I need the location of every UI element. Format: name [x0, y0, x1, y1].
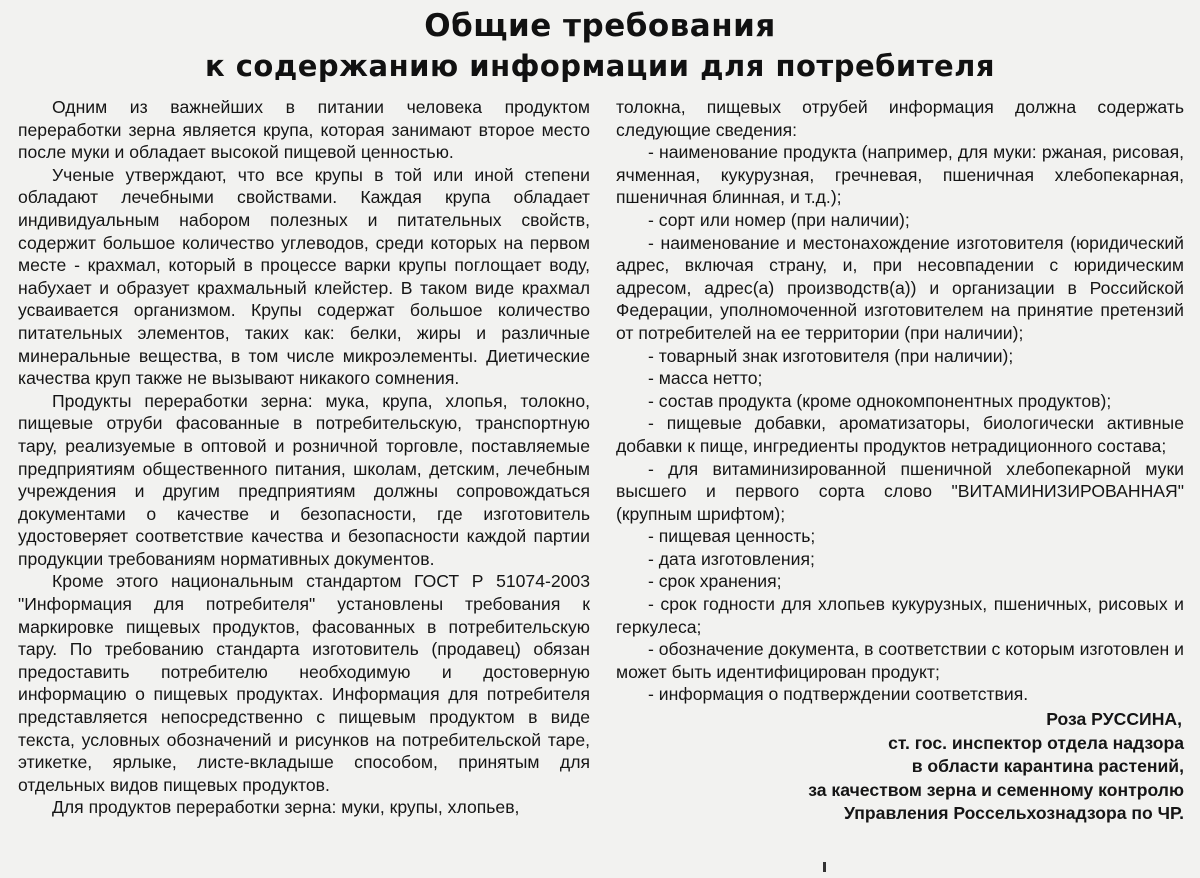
article-title-line-1: Общие требования: [424, 8, 776, 44]
print-speck: [823, 862, 826, 872]
list-item: - масса нетто;: [648, 368, 763, 389]
left-column: [18, 96, 590, 819]
list-item: - товарный знак изготовителя (при наличии);: [648, 345, 1014, 366]
list-item: - наименование продукта (например, для муки: ржаная, рисовая, ячменная, кукурузная, гречневая, пшеничная хлебопекарная, пшеничная блинная, и т.д.);: [616, 142, 1184, 208]
author-position-line: Управления Россельхознадзора по ЧР.: [844, 803, 1184, 824]
list-item: - состав продукта (кроме однокомпонентных продуктов);: [648, 390, 1112, 411]
author-position-line: ст. гос. инспектор отдела надзора: [888, 732, 1184, 753]
list-item: - пищевая ценность;: [648, 526, 816, 547]
list-item: - информация о подтверждении соответствия.: [648, 684, 1029, 705]
list-item: - обозначение документа, в соответствии с которым изготовлен и может быть идентифицирован продукт;: [616, 639, 1184, 682]
article-title-line-2: к содержанию информации для потребителя: [204, 49, 996, 83]
list-item: - сорт или номер (при наличии);: [648, 209, 910, 230]
paragraph: Ученые утверждают, что все крупы в той или иной степени обладают лечебными свойствами. Каждая крупа обладает индивидуальным набором полезных и питательных свойств, содержит большое количество углеводов, среди которых на первом месте - крахмал, который в процессе варки крупы поглощает воду, набухает и образует крахмальный клейстер. В таком виде крахмал усваивается организмом. Крупы содержат большое количество питательных элементов, таких как: белки, жиры и различные минеральные вещества, в том числе микроэлементы. Диетические качества круп также не вызывают никакого сомнения.: [18, 164, 590, 389]
paragraph: толокна, пищевых отрубей информация должна содержать следующие сведения:: [616, 97, 1184, 140]
author-name: Роза РУССИНА,: [1046, 709, 1182, 730]
list-item: - срок хранения;: [648, 571, 782, 592]
list-item: - пищевые добавки, ароматизаторы, биологически активные добавки к пище, ингредиенты продуктов нетрадиционного состава;: [616, 413, 1184, 456]
right-column: [616, 96, 1184, 826]
list-item: - срок годности для хлопьев кукурузных, пшеничных, рисовых и геркулеса;: [616, 594, 1184, 637]
author-signature: [616, 708, 1184, 826]
author-position-line: в области карантина растений,: [911, 756, 1184, 777]
paragraph: Продукты переработки зерна: мука, крупа, хлопья, толокно, пищевые отруби фасованные в потребительскую, транспортную тару, реализуемые в оптовой и розничной торговле, поставляемые предприятиям общественного питания, школам, детским, лечебным учреждения и другим предприятиям должны сопровождаться документами о качестве и безопасности, где изготовитель удостоверяет соответствие качества и безопасности каждой партии продукции требованиям нормативных документов.: [18, 390, 590, 569]
list-item: - наименование и местонахождение изготовителя (юридический адрес, включая страну, и, при несовпадении с юридическим адресом, адрес(а) производств(а)) и организации в Российской Федерации, уполномоченной изготовителем на принятие претензий от потребителей на ее территории (при наличии);: [616, 232, 1184, 343]
paragraph: Одним из важнейших в питании человека продуктом переработки зерна является крупа, которая занимают второе место после муки и обладает высокой пищевой ценностью.: [18, 97, 590, 163]
list-item: - для витаминизированной пшеничной хлебопекарной муки высшего и первого сорта слово "ВИТАМИНИЗИРОВАННАЯ" (крупным шрифтом);: [616, 458, 1184, 524]
list-item: - дата изготовления;: [648, 548, 815, 569]
paragraph: Кроме этого национальным стандартом ГОСТ Р 51074-2003 "Информация для потребителя" установлены требования к маркировке пищевых продуктов, фасованных в потребительскую тару. По требованию стандарта изготовитель (продавец) обязан предоставить потребителю необходимую и достоверную информацию о пищевых продуктах. Информация для потребителя представляется непосредственно с пищевым продуктом в виде текста, условных обозначений и рисунков на потребительской таре, этикетке, ярлыке, листе-вкладыше способом, принятым для отдельных видов пищевых продуктов.: [18, 571, 590, 795]
author-position-line: за качеством зерна и семенному контролю: [808, 779, 1184, 800]
paragraph: Для продуктов переработки зерна: муки, крупы, хлопьев,: [52, 797, 520, 818]
